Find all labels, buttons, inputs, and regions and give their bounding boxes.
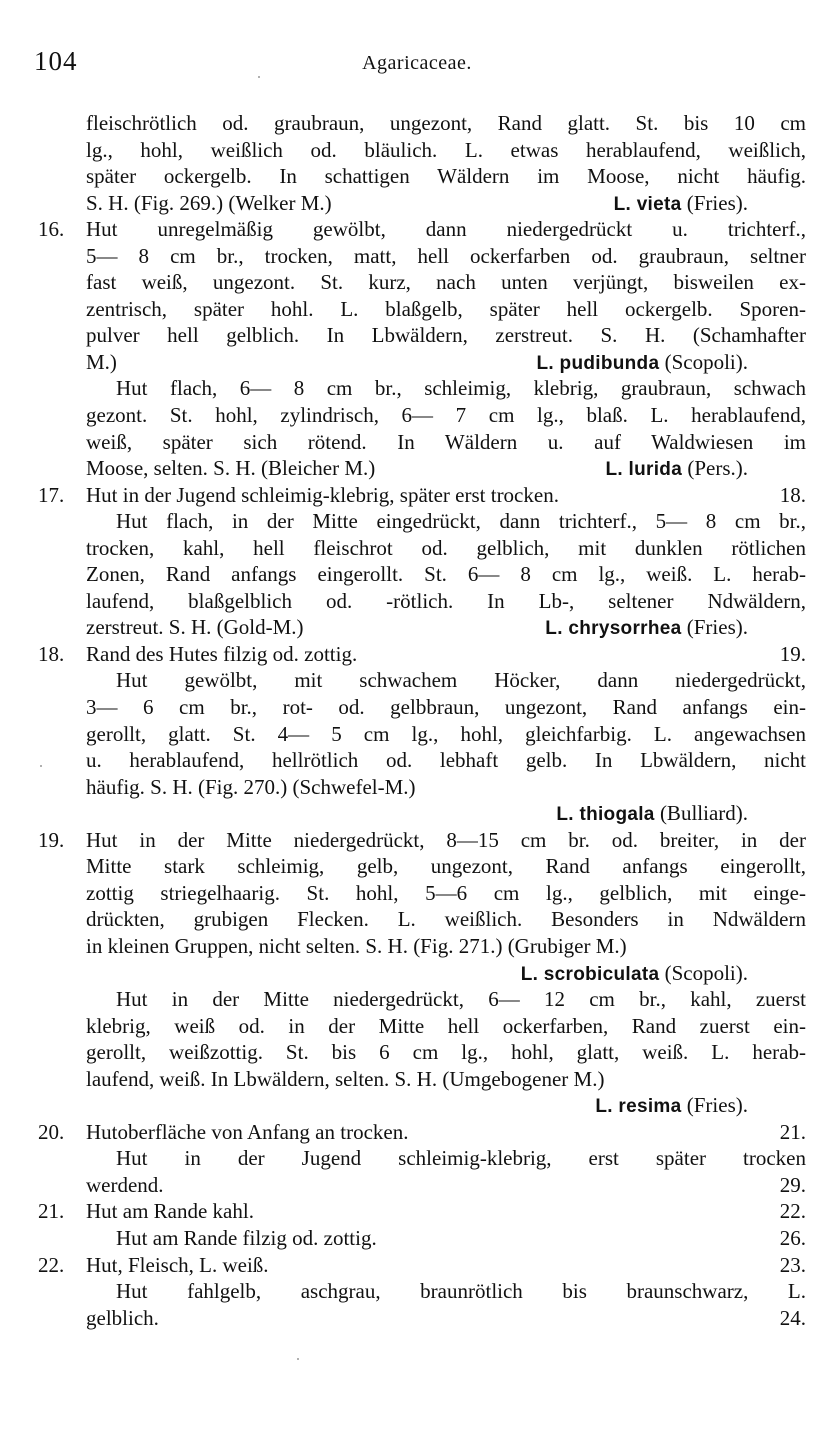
lead-reference: 23. — [779, 1252, 806, 1277]
line-text: Hut am Rande filzig od. zottig. — [116, 1225, 377, 1250]
lead-reference: 29. — [779, 1172, 806, 1197]
species-name: L. pudibunda — [536, 352, 660, 374]
page-number: 104 — [34, 46, 78, 76]
line-text: Zonen, Rand anfangs eingerollt. St. 6— 8 cm lg., weiß. L. herab- — [86, 562, 806, 587]
species-entry — [545, 614, 748, 643]
species-author: (Scopoli). — [659, 960, 748, 985]
species-entry — [521, 960, 748, 989]
line-text: Hut am Rande kahl. — [86, 1199, 254, 1224]
line-text: Hut unregelmäßig gewölbt, dann niedergedrückt u. trichterf., — [86, 217, 806, 242]
species-author: (Scopoli). — [659, 349, 748, 374]
print-speck — [40, 765, 42, 767]
key-couplet-line — [38, 216, 806, 243]
line-text: werdend. — [86, 1172, 164, 1197]
lead-reference: 21. — [779, 1119, 806, 1144]
key-couplet-line — [38, 1198, 806, 1225]
text-line — [38, 349, 806, 376]
text-line — [38, 880, 806, 907]
text-line — [38, 190, 806, 217]
text-line — [38, 1145, 806, 1172]
text-line — [38, 269, 806, 296]
couplet-number: 21. — [38, 1199, 65, 1224]
text-line — [38, 1278, 806, 1305]
lead-reference: 24. — [779, 1305, 806, 1330]
page-header — [34, 46, 800, 82]
line-text: Hut flach, 6— 8 cm br., schleimig, klebrig, graubraun, schwach — [116, 376, 806, 401]
text-line — [38, 906, 806, 933]
print-speck — [297, 1358, 299, 1360]
text-line — [38, 1013, 806, 1040]
line-text: Hut in der Mitte niedergedrückt, 8—15 cm br. od. breiter, in der — [86, 827, 806, 852]
species-name: L. scrobiculata — [520, 963, 660, 985]
key-couplet-line — [38, 1119, 806, 1146]
line-text: 3— 6 cm br., rot- od. gelbbraun, ungezont, Rand anfangs ein- — [86, 695, 806, 720]
text-line — [38, 1092, 806, 1119]
text-line — [38, 1225, 806, 1252]
line-text: Hut in der Mitte niedergedrückt, 6— 12 cm br., kahl, zuerst — [116, 987, 806, 1012]
text-line — [38, 402, 806, 429]
text-line — [38, 588, 806, 615]
text-line — [38, 774, 806, 801]
line-text: drückten, grubigen Flecken. L. weißlich. Besonders in Ndwäldern — [86, 907, 806, 932]
species-entry — [605, 455, 748, 484]
line-text: Hut flach, in der Mitte eingedrückt, dann trichterf., 5— 8 cm br., — [116, 509, 806, 534]
line-text: gelblich. — [86, 1305, 159, 1330]
line-text: gerollt, weißzottig. St. bis 6 cm lg., hohl, glatt, weiß. L. herab- — [86, 1040, 806, 1065]
line-text: lg., hohl, weißlich od. bläulich. L. etwas herablaufend, weißlich, — [86, 137, 806, 162]
line-text: pulver hell gelblich. In Lbwäldern, zerstreut. S. H. (Schamhafter — [86, 323, 806, 348]
species-author: (Fries). — [681, 190, 748, 215]
line-text: klebrig, weiß od. in der Mitte hell ockerfarben, Rand zuerst ein- — [86, 1013, 806, 1038]
line-text: weiß, später sich rötend. In Wäldern u. auf Waldwiesen im — [86, 429, 806, 454]
species-author: (Pers.). — [682, 456, 748, 481]
line-text: gerollt, glatt. St. 4— 5 cm lg., hohl, gleichfarbig. L. angewachsen — [86, 721, 806, 746]
lead-reference: 22. — [779, 1199, 806, 1224]
species-entry — [595, 1092, 748, 1121]
key-couplet-line — [38, 827, 806, 854]
text-line — [38, 800, 806, 827]
text-line — [38, 853, 806, 880]
line-text: zerstreut. S. H. (Gold-M.) — [86, 615, 304, 640]
text-line — [38, 375, 806, 402]
line-text: später ockergelb. In schattigen Wäldern im Moose, nicht häufig. — [86, 164, 806, 189]
couplet-number: 22. — [38, 1252, 65, 1277]
line-text: fleischrötlich od. graubraun, ungezont, Rand glatt. St. bis 10 cm — [86, 111, 806, 135]
text-line — [38, 1172, 806, 1199]
couplet-number: 16. — [38, 217, 65, 242]
text-line — [38, 960, 806, 987]
text-line — [38, 535, 806, 562]
species-name: L. vieta — [613, 193, 682, 215]
species-author: (Fries). — [681, 615, 748, 640]
line-text: zentrisch, später hohl. L. blaßgelb, später hell ockergelb. Sporen- — [86, 296, 806, 321]
text-line — [38, 163, 806, 190]
species-name: L. resima — [595, 1096, 682, 1118]
text-line — [38, 243, 806, 270]
text-line — [38, 747, 806, 774]
key-text-body — [38, 110, 806, 1331]
line-text: u. herablaufend, hellrötlich od. lebhaft gelb. In Lbwäldern, nicht — [86, 748, 806, 773]
species-entry — [556, 800, 748, 829]
running-title: Agaricaceae. — [362, 52, 472, 74]
text-line — [38, 1066, 806, 1093]
lead-reference: 26. — [779, 1225, 806, 1250]
text-line — [38, 561, 806, 588]
print-speck — [258, 76, 260, 78]
line-text: laufend, blaßgelblich od. -rötlich. In Lb-, seltener Ndwäldern, — [86, 588, 806, 613]
text-line — [38, 455, 806, 482]
line-text: zottig striegelhaarig. St. hohl, 5—6 cm lg., gelblich, mit einge- — [86, 880, 806, 905]
line-text: gezont. St. hohl, zylindrisch, 6— 7 cm lg., blaß. L. herablaufend, — [86, 403, 806, 428]
species-name: L. chrysorrhea — [545, 618, 682, 640]
text-line — [38, 1039, 806, 1066]
line-text: Mitte stark schleimig, gelb, ungezont, Rand anfangs eingerollt, — [86, 854, 806, 879]
line-text: Rand des Hutes filzig od. zottig. — [86, 641, 358, 666]
line-text: Hut gewölbt, mit schwachem Höcker, dann niedergedrückt, — [116, 668, 806, 693]
line-text: laufend, weiß. In Lbwäldern, selten. S. H. (Umgebogener M.) — [86, 1066, 605, 1091]
text-line — [38, 933, 806, 960]
couplet-number: 17. — [38, 482, 65, 507]
line-text: Hut in der Jugend schleimig-klebrig, erst später trocken — [116, 1146, 806, 1171]
species-name: L. thiogala — [556, 804, 655, 826]
line-text: in kleinen Gruppen, nicht selten. S. H. (Fig. 271.) (Grubiger M.) — [86, 933, 627, 958]
text-line — [38, 296, 806, 323]
text-line — [38, 694, 806, 721]
key-couplet-line — [38, 641, 806, 668]
line-text: häufig. S. H. (Fig. 270.) (Schwefel-M.) — [86, 774, 416, 799]
species-entry — [614, 190, 748, 219]
key-couplet-line — [38, 1252, 806, 1279]
key-couplet-line — [38, 482, 806, 509]
line-text: Hut, Fleisch, L. weiß. — [86, 1252, 269, 1277]
text-line — [38, 137, 806, 164]
species-name: L. lurida — [605, 459, 683, 481]
line-text: Hut in der Jugend schleimig-klebrig, später erst trocken. — [86, 482, 559, 507]
text-line — [38, 986, 806, 1013]
text-line — [38, 429, 806, 456]
line-text: S. H. (Fig. 269.) (Welker M.) — [86, 190, 332, 215]
species-author: (Bulliard). — [654, 801, 748, 826]
line-text: Hut fahlgelb, aschgrau, braunrötlich bis braunschwarz, L. — [116, 1279, 806, 1304]
line-text: Hutoberfläche von Anfang an trocken. — [86, 1119, 409, 1144]
species-entry — [536, 349, 748, 378]
line-text: Moose, selten. S. H. (Bleicher M.) — [86, 456, 376, 481]
text-line — [38, 721, 806, 748]
couplet-number: 20. — [38, 1119, 65, 1144]
text-line — [38, 614, 806, 641]
lead-reference: 18. — [779, 482, 806, 507]
line-text: 5— 8 cm br., trocken, matt, hell ockerfarben od. graubraun, seltner — [86, 243, 806, 268]
text-line — [38, 322, 806, 349]
line-text: fast weiß, ungezont. St. kurz, nach unten verjüngt, bisweilen ex- — [86, 270, 806, 295]
text-line — [38, 110, 806, 137]
text-line — [38, 508, 806, 535]
species-author: (Fries). — [681, 1093, 748, 1118]
line-text: M.) — [86, 349, 117, 374]
couplet-number: 19. — [38, 827, 65, 852]
line-text: trocken, kahl, hell fleischrot od. gelblich, mit dunklen rötlichen — [86, 535, 806, 560]
text-line — [38, 1305, 806, 1332]
lead-reference: 19. — [779, 641, 806, 666]
text-line — [38, 667, 806, 694]
couplet-number: 18. — [38, 641, 65, 666]
